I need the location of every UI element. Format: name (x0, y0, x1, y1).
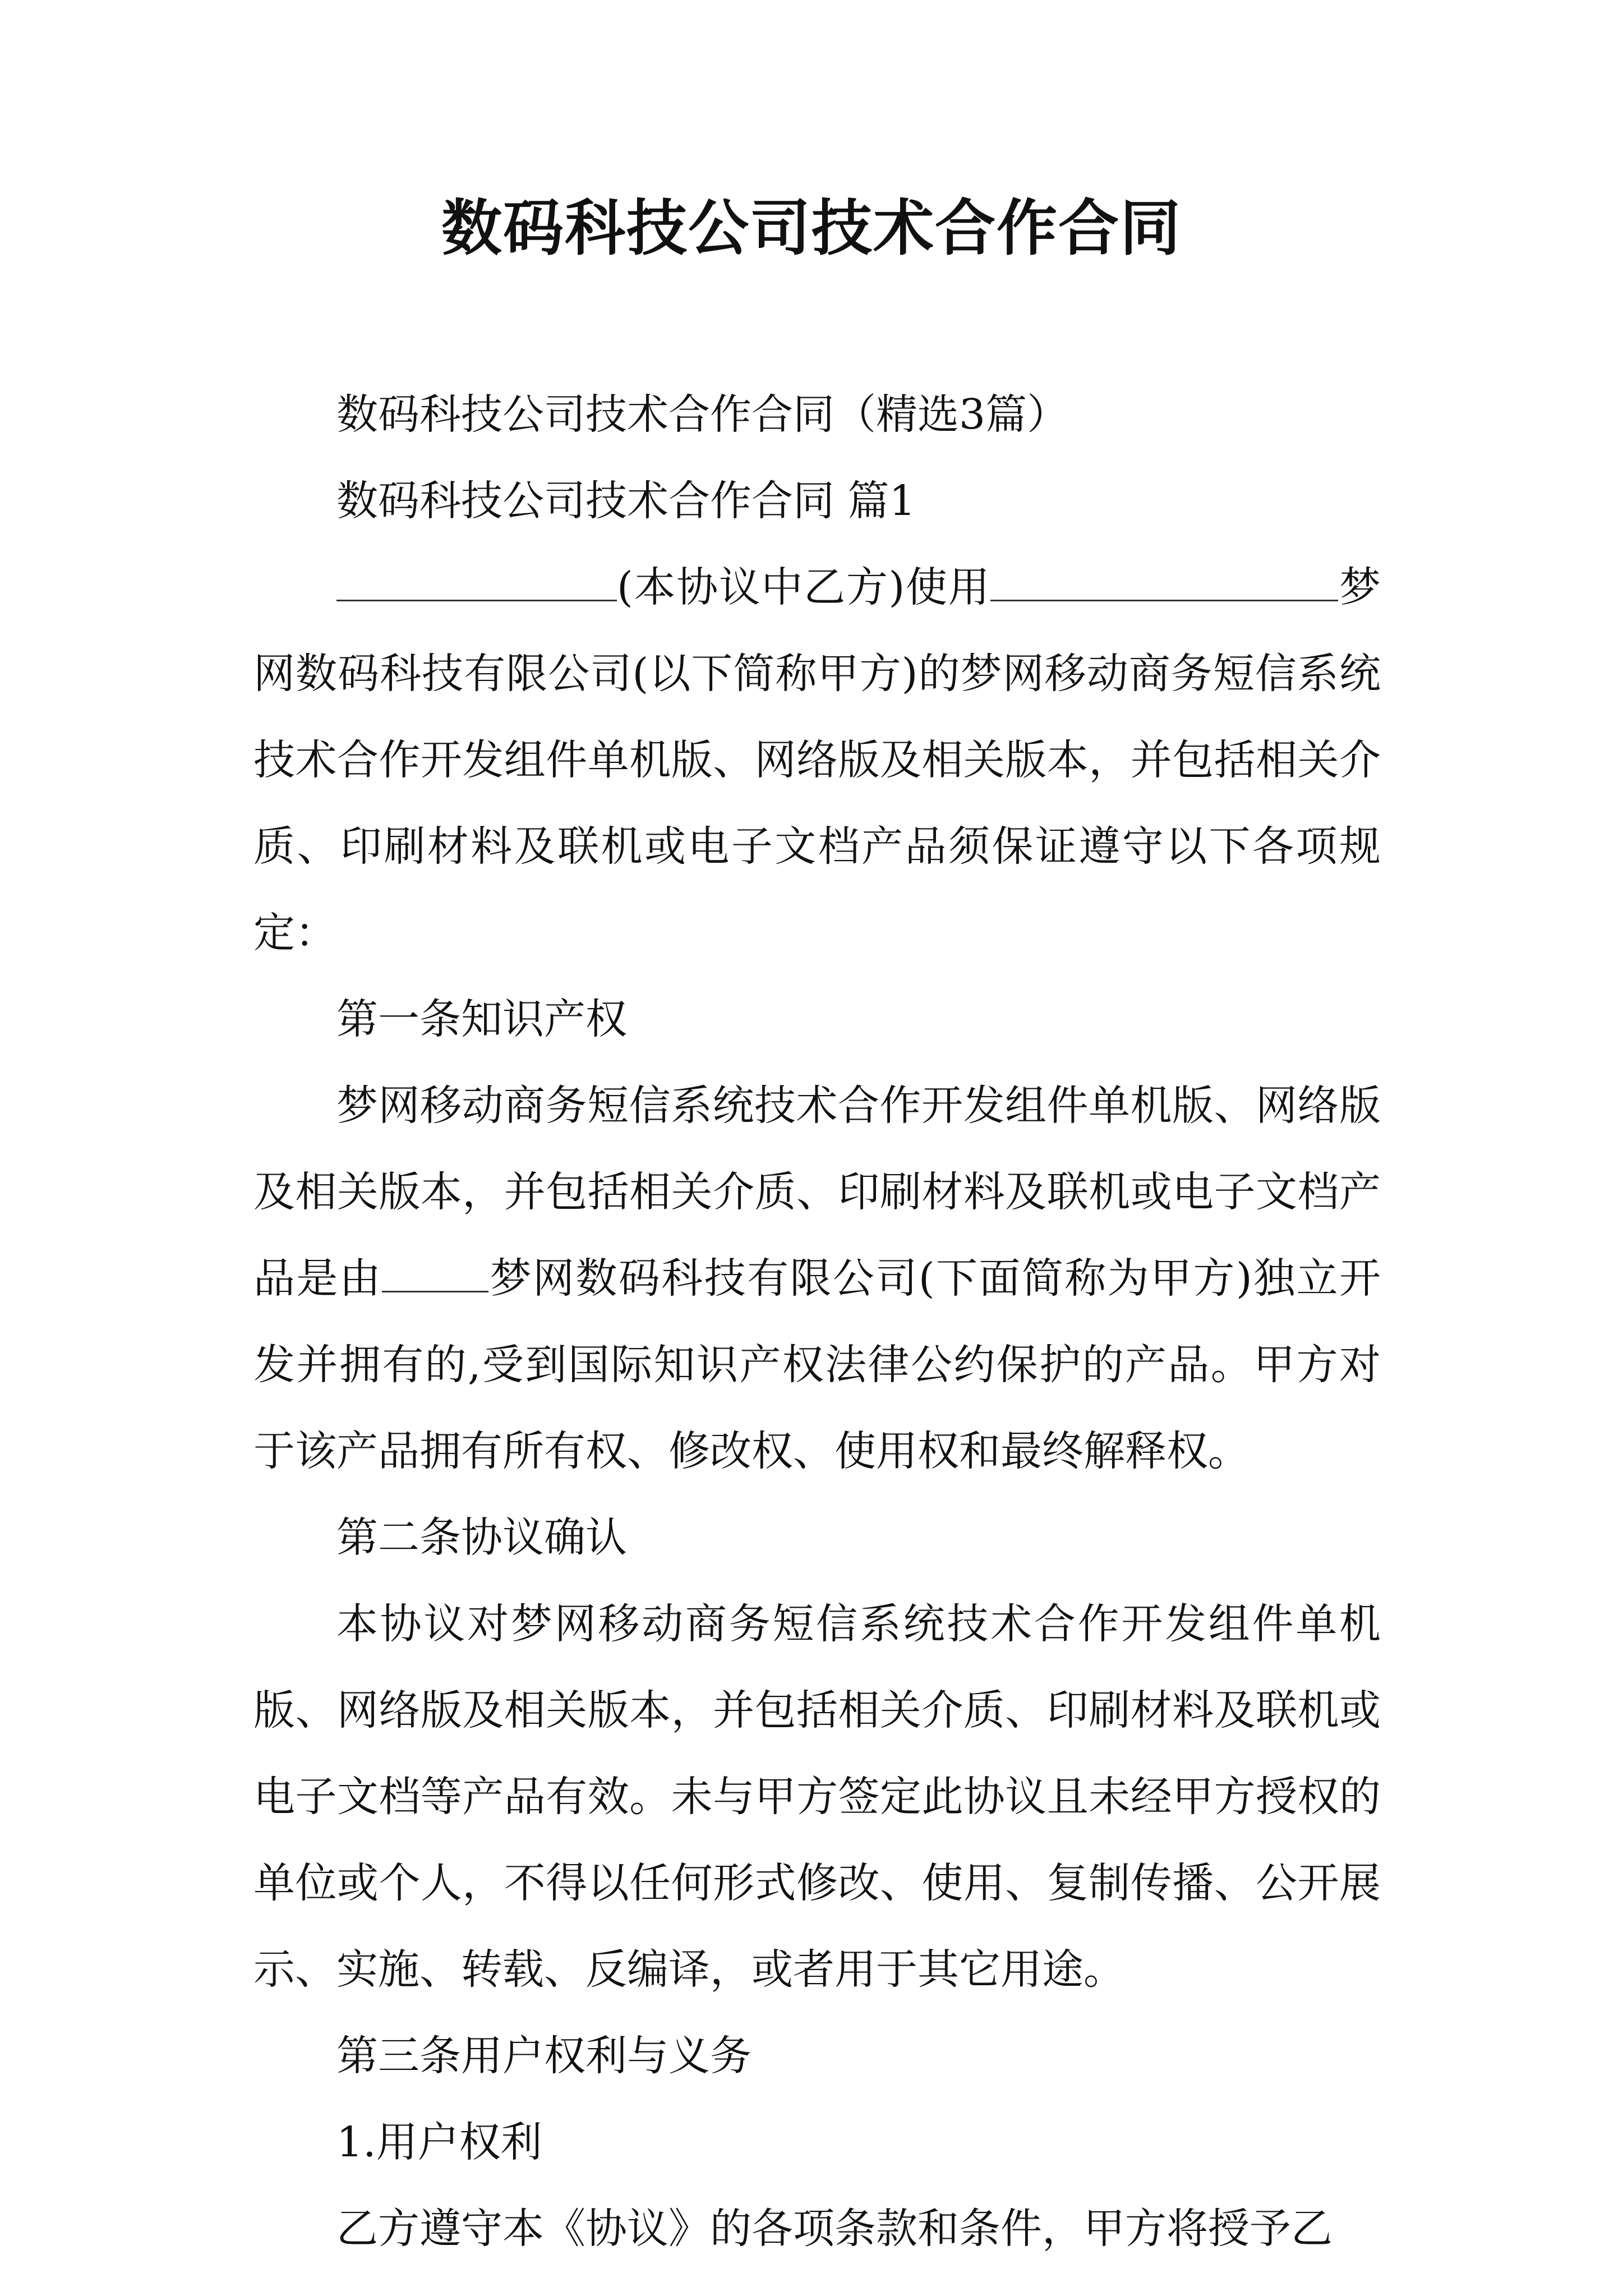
article2-heading: 第二条协议确认 (336, 1513, 627, 1562)
blank-company (382, 1257, 488, 1292)
intro-paragraph (253, 544, 1381, 976)
article1-heading: 第一条知识产权 (336, 995, 627, 1043)
article3-sub1-text: 乙方遵守本《协议》的各项条款和条件，甲方将授予乙 (336, 2205, 1332, 2253)
intro-seg2: 梦网数码科技有限公司(以下简称甲方)的梦网移动商务短信系统技术合作开发组件单机版、网络版及相关版本，并包括相关介质、印刷材料及联机或电子文档产品须保证遵守以下各项规定： (253, 563, 1381, 957)
blank-party-b (336, 566, 617, 601)
article1-seg2: 梦网数码科技有限公司(下面简称为甲方)独立开发并拥有的,受到国际知识产权法律公约保护的产品。甲方对于该产品拥有所有权、修改权、使用权和最终解释权。 (253, 1254, 1381, 1475)
article2-paragraph: 本协议对梦网移动商务短信系统技术合作开发组件单机版、网络版及相关版本，并包括相关介质、印刷材料及联机或电子文档等产品有效。未与甲方签定此协议且未经甲方授权的单位或个人，不得以任何形式修改、使用、复制传播、公开展示、实施、转载、反编译，或者用于其它用途。 (253, 1600, 1381, 1994)
article3-heading: 第三条用户权利与义务 (336, 2032, 751, 2080)
subtitle: 数码科技公司技术合作合同（精选3篇） (336, 390, 1069, 439)
article1-seg1: 梦网移动商务短信系统技术合作开发组件单机版、网络版及相关版本，并包括相关介质、印刷材料及联机或电子文档产品是由 (253, 1082, 1381, 1303)
article3-sub1-heading: 1.用户权利 (336, 2118, 542, 2166)
blank-product (990, 566, 1338, 601)
document-body (253, 371, 1381, 2272)
part-heading: 数码科技公司技术合作合同 篇1 (336, 477, 916, 525)
intro-seg1: (本协议中乙方)使用 (617, 563, 991, 611)
document-title: 数码科技公司技术合作合同 (441, 194, 1182, 264)
article1-paragraph (253, 1062, 1381, 1494)
